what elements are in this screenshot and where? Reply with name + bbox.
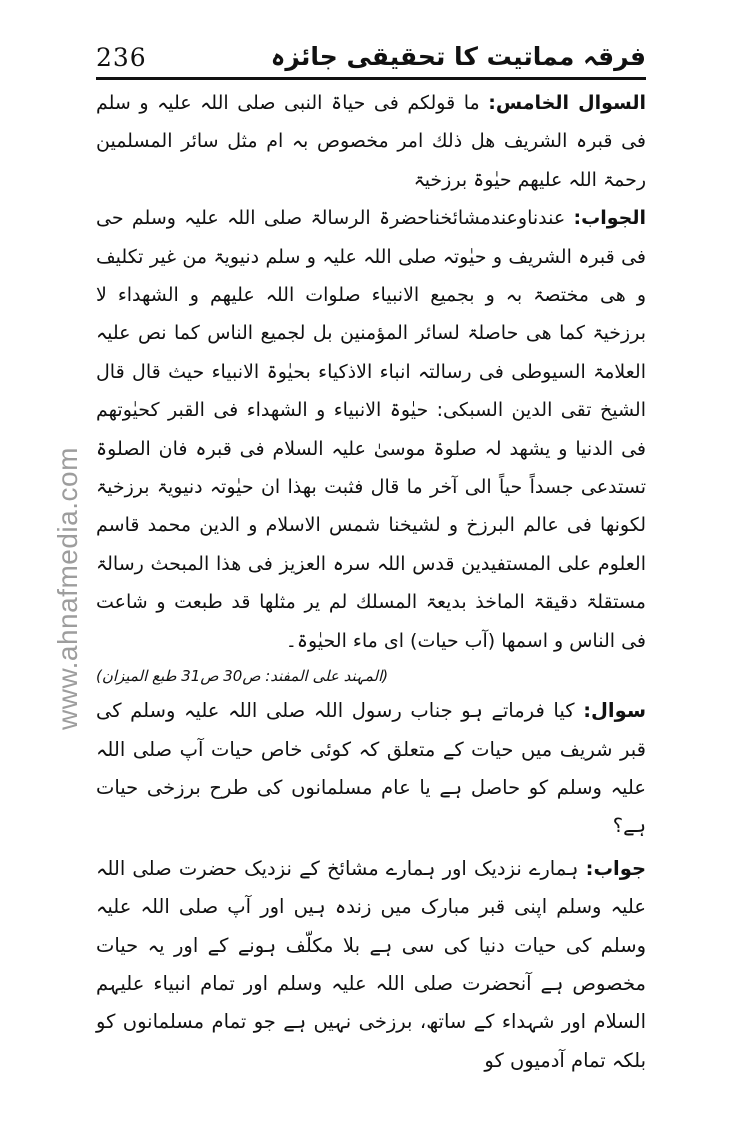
arabic-answer-text: عندناوعندمشائخناحضرۃ الرسالۃ صلی اللہ علیہ وسلم حی فی قبرہ الشریف و حیٰوتہ صلی اللہ علیہ و سلم دنیویۃ من غیر تکلیف و ھی مختصۃ بہ و بجمیع الانبیاء صلوات اللہ علیھم و الشھداء لا برزخیۃ کما ھی حاصلۃ لسائر المؤمنین بل لجمیع الناس کما نص علیہ العلامۃ السیوطی فی رسالتہ انباء الاذکیاء بحیٰوۃ الانبیاء حیث قال قال الشیخ تقی الدین السبکی: حیٰوۃ الانبیاء و الشھداء فی القبر کحیٰوتھم فی الدنیا و یشھد لہ صلوۃ موسیٰ علیہ السلام فی قبرہ فان الصلوۃ تستدعی جسداً حیاً الی آخر ما قال فثبت بھذا ان حیٰوتہ دنیویۃ برزخیۃ لکونھا فی عالم البرزخ و لشیخنا شمس الاسلام و الدین محمد قاسم العلوم علی المستفیدین قدس اللہ سرہ العزیز فی ھذا المبحث رسالۃ مستقلۃ دقیقۃ الماخذ بدیعۃ المسلك لم یر مثلھا قد طبعت و شاعت فی الناس و اسمھا (آب حیات) ای ماء الحیٰوۃ۔: [96, 207, 646, 652]
urdu-answer-label: جواب:: [585, 856, 646, 880]
page-body: [96, 84, 646, 1080]
urdu-question-label: سوال:: [583, 699, 646, 723]
urdu-answer-text: ہمارے نزدیک اور ہمارے مشائخ کے نزدیک حضرت صلی اللہ علیہ وسلم اپنی قبر مبارک میں زندہ ہیں اور آپ صلی اللہ علیہ وسلم کی حیات دنیا کی سی ہے بلا مکلّف ہونے کے اور یہ حیات مخصوص ہے آنحضرت صلی اللہ علیہ وسلم اور تمام انبیاء علیہم السلام اور شہداء کے ساتھ، برزخی نہیں ہے جو تمام مسلمانوں کو بلکہ تمام آدمیوں کو: [96, 856, 646, 1072]
book-page: 236 فرقہ مماتیت کا تحقیقی جائزہ www.ahnafmedia.com السوال الخامس: ما قولکم فی حیاۃ النبی صلی اللہ علیہ و سلم فی قبرہ الشریف ھل ذلك امر مخصوص بہ ام مثل سائر المسلمین رحمۃ اللہ علیھم حیٰوۃ برزخیۃ الجواب: عندناوعندمشائخناحضرۃ الرسالۃ صلی اللہ علیہ وسلم حی فی قبرہ الشریف و حیٰوتہ صلی اللہ علیہ و سلم دنیویۃ من غیر تکلیف و ھی مختصۃ بہ و بجمیع الانبیاء صلوات اللہ علیھم و الشھداء لا برزخیۃ کما ھی حاصلۃ لسائر المؤمنین بل لجمیع الناس کما نص علیہ العلامۃ السیوطی فی رسالتہ انباء الاذکیاء بحیٰوۃ الانبیاء حیث قال قال الشیخ تقی الدین السبکی: حیٰوۃ الانبیاء و الشھداء فی القبر کحیٰوتھم فی الدنیا و یشھد لہ صلوۃ موسیٰ علیہ السلام فی قبرہ فان الصلوۃ تستدعی جسداً حیاً الی آخر ما قال فثبت بھذا ان حیٰوتہ دنیویۃ برزخیۃ لکونھا فی عالم البرزخ و لشیخنا شمس الاسلام و الدین محمد قاسم العلوم علی المستفیدین قدس اللہ سرہ العزیز فی ھذا المبحث رسالۃ مستقلۃ دقیقۃ الماخذ بدیعۃ المسلك لم یر مثلھا قد طبعت و شاعت فی الناس و اسمھا (آب حیات) ای ماء الحیٰوۃ۔ (المہند علی المفند: ص30 ص31 طبع المیزان) سوال: کیا فرماتے ہو جناب رسول اللہ صلی اللہ علیہ وسلم کی قبر شریف میں حیات کے متعلق کہ کوئی خاص حیات آپ صلی اللہ علیہ وسلم کو حاصل ہے یا عام مسلمانوں کی طرح برزخی حیات ہے؟ جواب: ہمارے نزدیک اور ہمارے مشائخ کے نزدیک حضرت صلی اللہ علیہ وسلم اپنی قبر مبارک میں زندہ ہیں اور آپ صلی اللہ علیہ وسلم کی حیات دنیا کی سی ہے بلا مکلّف ہونے کے اور یہ حیات مخصوص ہے آنحضرت صلی اللہ علیہ وسلم اور تمام انبیاء علیہم السلام اور شہداء کے ساتھ، برزخی نہیں ہے جو تمام مسلمانوں کو بلکہ تمام آدمیوں کو: [0, 0, 734, 1134]
arabic-question-label: السوال الخامس:: [488, 92, 646, 114]
urdu-question: [96, 692, 646, 846]
header-rule: [96, 77, 646, 80]
citation: (المہند علی المفند: ص30 ص31 طبع المیزان): [96, 667, 389, 686]
arabic-question-text: ما قولکم فی حیاۃ النبی صلی اللہ علیہ و سلم فی قبرہ الشریف ھل ذلك امر مخصوص بہ ام مثل سائر المسلمین رحمۃ اللہ علیھم حیٰوۃ برزخیۃ: [96, 92, 646, 191]
arabic-question: [96, 84, 646, 199]
arabic-answer: [96, 199, 646, 660]
page-number: 236: [96, 43, 147, 72]
running-title: فرقہ مماتیت کا تحقیقی جائزہ: [270, 42, 646, 71]
urdu-answer: [96, 850, 646, 1080]
page-header: [96, 26, 646, 74]
arabic-answer-label: الجواب:: [573, 207, 646, 230]
urdu-question-text: کیا فرماتے ہو جناب رسول اللہ صلی اللہ علیہ وسلم کی قبر شریف میں حیات کے متعلق کہ کوئی خاص حیات آپ صلی اللہ علیہ وسلم کو حاصل ہے یا عام مسلمانوں کی طرح برزخی حیات ہے؟: [96, 699, 646, 838]
